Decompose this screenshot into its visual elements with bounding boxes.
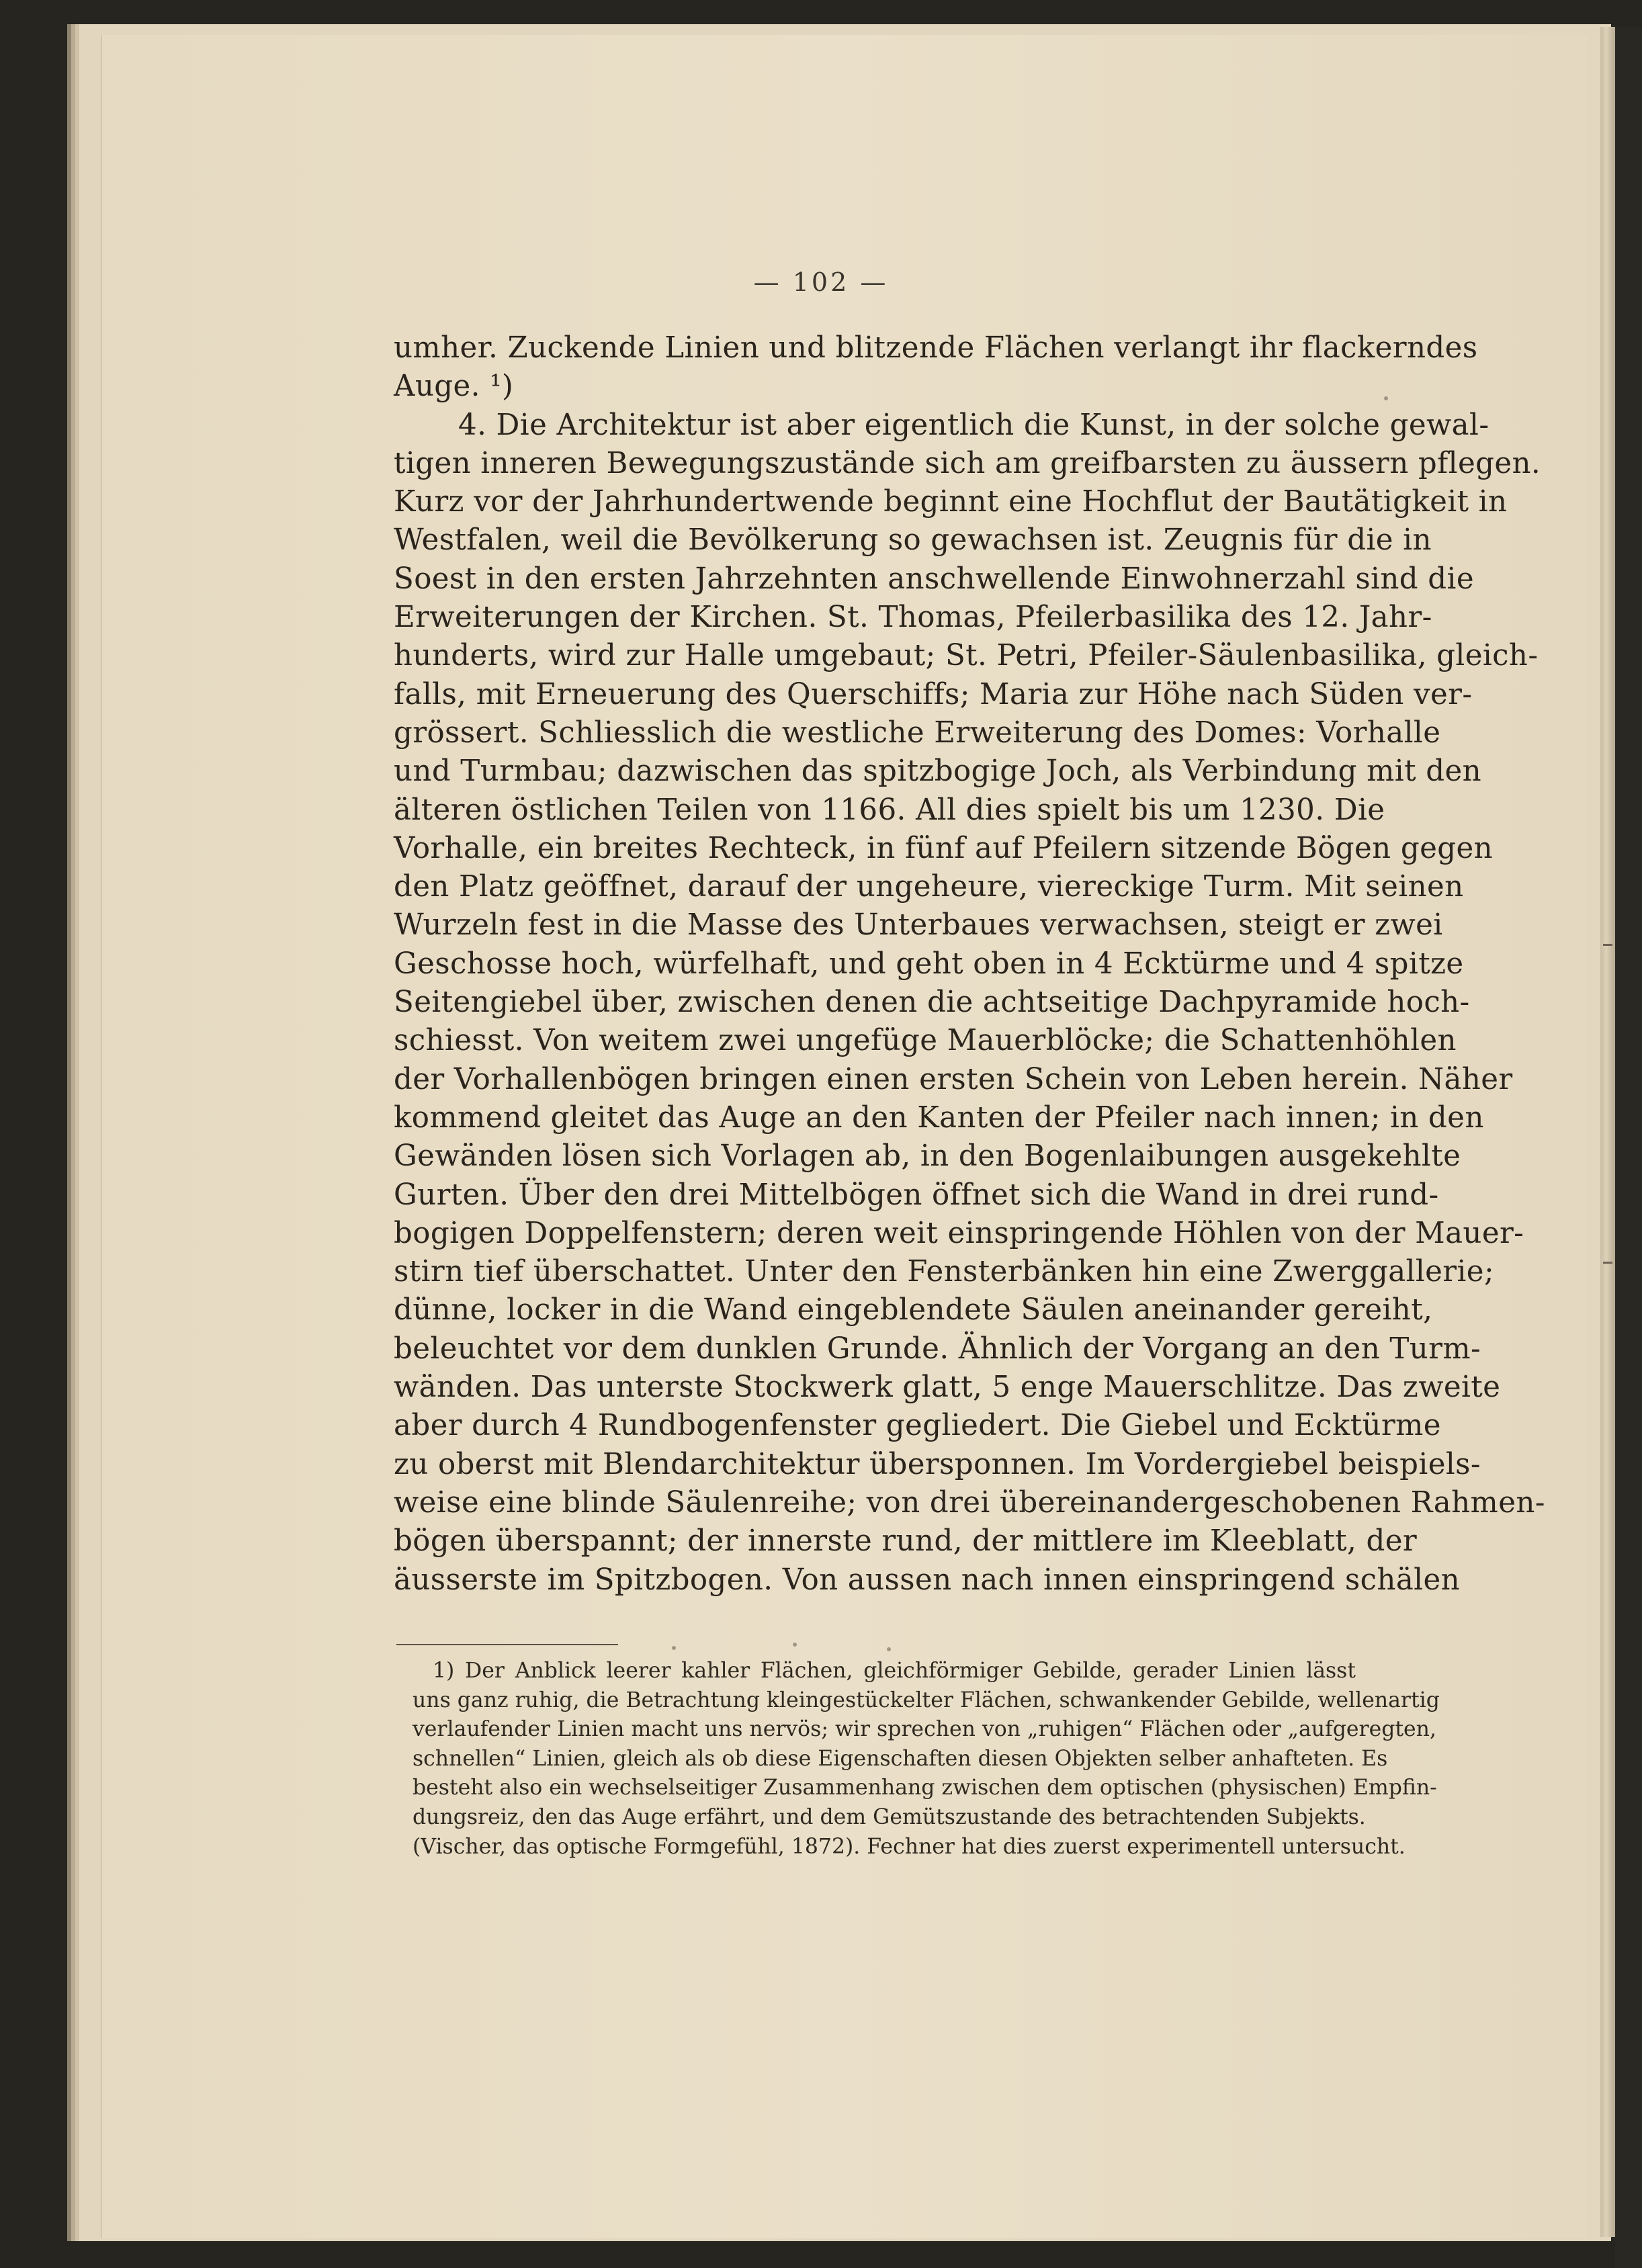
text-line: den Platz geöffnet, darauf der ungeheure, viereckige Turm. Mit seinen (394, 870, 1464, 904)
text-line: Seitengiebel über, zwischen denen die achtseitige Dachpyramide hoch- (394, 986, 1470, 1020)
text-line: 4. Die Architektur ist aber eigentlich die Kunst, in der solche gewal- (458, 408, 1489, 442)
footnote-line: (Vischer, das optische Formgefühl, 1872). Fechner hat dies zuerst experimentell untersucht. (413, 1834, 1406, 1859)
text-line: Vorhalle, ein breites Rechteck, in fünf auf Pfeilern sitzende Bögen gegen (394, 831, 1494, 865)
footnote-rule (396, 1644, 618, 1645)
text-line: beleuchtet vor dem dunklen Grunde. Ähnlich der Vorgang an den Turm- (394, 1332, 1481, 1366)
footnote-line: dungsreiz, den das Auge erfährt, und dem Gemütszustande des betrachtenden Subjekts. (413, 1804, 1366, 1829)
paper-speck (672, 1646, 676, 1650)
text-line: äusserste im Spitzbogen. Von aussen nach innen einspringend schälen (394, 1563, 1461, 1597)
paper-speck (887, 1647, 891, 1651)
text-line: tigen inneren Bewegungszustände sich am greifbarsten zu äussern pflegen. (394, 446, 1541, 480)
text-line: der Vorhallenbögen bringen einen ersten Schein von Leben herein. Näher (394, 1062, 1513, 1096)
text-line: aber durch 4 Rundbogenfenster gegliedert. Die Giebel und Ecktürme (394, 1409, 1441, 1443)
text-line: bögen überspannt; der innerste rund, der mittlere im Kleeblatt, der (394, 1524, 1418, 1559)
text-line: bogigen Doppelfenstern; deren weit einspringende Höhlen von der Mauer- (394, 1216, 1524, 1250)
text-line: Wurzeln fest in die Masse des Unterbaues verwachsen, steigt er zwei (394, 908, 1443, 943)
footnote-line: 1) Der Anblick leerer kahler Flächen, gleichförmiger Gebilde, gerader Linien lässt (433, 1659, 1356, 1683)
text-line: Gurten. Über den drei Mittelbögen öffnet sich die Wand in drei rund- (394, 1178, 1439, 1212)
page-right-edge (1600, 27, 1615, 2237)
text-line: umher. Zuckende Linien und blitzende Flächen verlangt ihr flackerndes (394, 331, 1478, 365)
text-line: kommend gleitet das Auge an den Kanten der Pfeiler nach innen; in den (394, 1100, 1484, 1135)
edge-mark (1603, 944, 1612, 946)
text-line: Westfalen, weil die Bevölkerung so gewachsen ist. Zeugnis für die in (394, 523, 1432, 558)
text-line: Gewänden lösen sich Vorlagen ab, in den Bogenlaibungen ausgekehlte (394, 1139, 1461, 1174)
text-line: Soest in den ersten Jahrzehnten anschwellende Einwohnerzahl sind die (394, 562, 1474, 596)
text-line: falls, mit Erneuerung des Querschiffs; Maria zur Höhe nach Süden ver- (394, 677, 1473, 711)
footnote-line: verlaufender Linien macht uns nervös; wir sprechen von „ruhigen“ Flächen oder „aufgeregten, (413, 1717, 1436, 1742)
text-line: wänden. Das unterste Stockwerk glatt, 5 enge Mauerschlitze. Das zweite (394, 1370, 1501, 1405)
text-line: Auge. ¹) (394, 369, 514, 404)
text-line: Geschosse hoch, würfelhaft, und geht oben in 4 Ecktürme und 4 spitze (394, 947, 1464, 981)
footnotes (413, 1657, 1440, 1862)
paper-speck (793, 1643, 797, 1647)
text-line: Erweiterungen der Kirchen. St. Thomas, Pfeilerbasilika des 12. Jahr- (394, 601, 1432, 635)
text-line: stirn tief überschattet. Unter den Fensterbänken hin eine Zwerggallerie; (394, 1255, 1495, 1289)
paper-speck (1384, 396, 1388, 400)
scan-right-border (1615, 27, 1642, 2268)
footnote-line: schnellen“ Linien, gleich als ob diese Eigenschaften diesen Objekten selber anhafteten. Es (413, 1746, 1388, 1771)
text-line: grössert. Schliesslich die westliche Erweiterung des Domes: Vorhalle (394, 715, 1441, 750)
text-line: Kurz vor der Jahrhundertwende beginnt eine Hochflut der Bautätigkeit in (394, 485, 1508, 519)
text-line: dünne, locker in die Wand eingeblendete Säulen aneinander gereiht, (394, 1293, 1433, 1327)
text-line: zu oberst mit Blendarchitektur übersponnen. Im Vordergiebel beispiels- (394, 1447, 1481, 1481)
text-line: weise eine blinde Säulenreihe; von drei übereinandergeschobenen Rahmen- (394, 1485, 1545, 1520)
text-line: hunderts, wird zur Halle umgebaut; St. Petri, Pfeiler-Säulenbasilika, gleich- (394, 639, 1539, 673)
body-text (394, 329, 1545, 1600)
footnote-line: besteht also ein wechselseitiger Zusammenhang zwischen dem optischen (physischen) Empfin- (413, 1776, 1437, 1800)
footnote-line: uns ganz ruhig, die Betrachtung kleingestückelter Flächen, schwankender Gebilde, wellenartig (413, 1688, 1440, 1712)
text-line: schiesst. Von weitem zwei ungefüge Mauerblöcke; die Schattenhöhlen (394, 1024, 1457, 1058)
page-number: — 102 — (753, 267, 889, 297)
text-line: älteren östlichen Teilen von 1166. All dies spielt bis um 1230. Die (394, 793, 1385, 827)
edge-mark (1603, 1262, 1612, 1264)
text-line: und Turmbau; dazwischen das spitzbogige Joch, als Verbindung mit den (394, 754, 1482, 789)
